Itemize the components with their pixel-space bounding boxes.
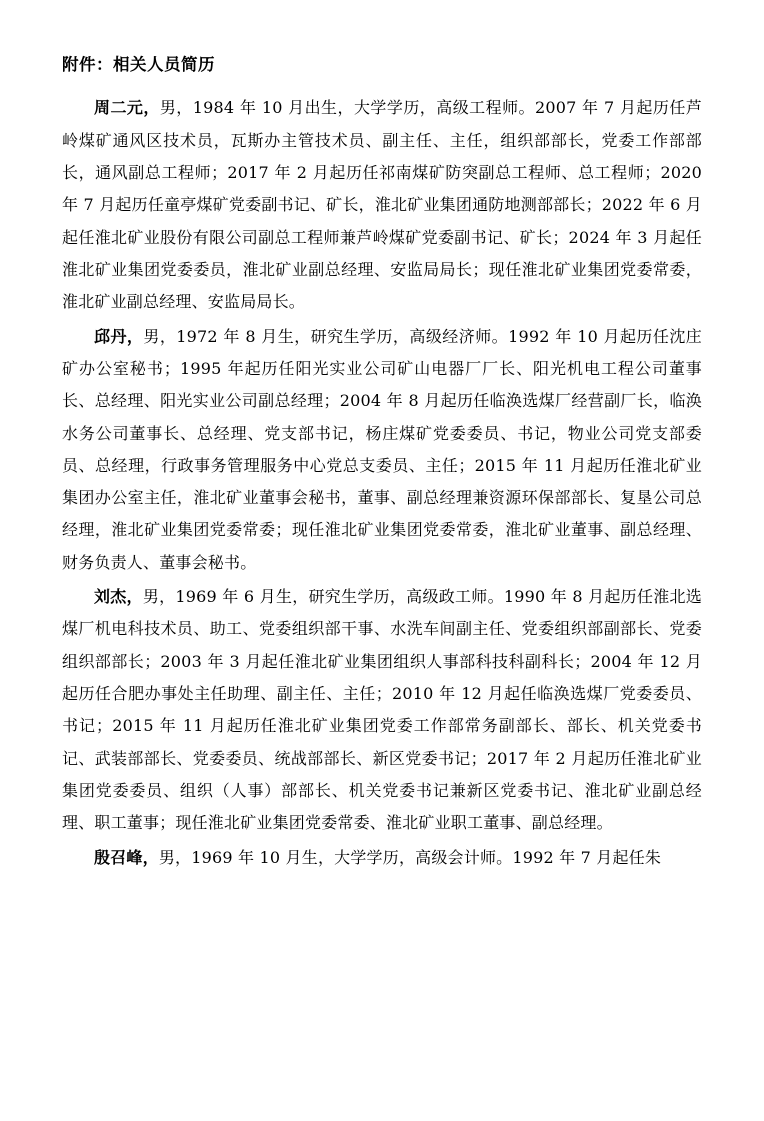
person-name-3: 刘杰， [94, 587, 143, 607]
person-bio-2: 男，1972 年 8 月生，研究生学历，高级经济师。1992 年 10 月起历任沈庄矿办公室秘书；1995 年起历任阳光实业公司矿山电器厂厂长、阳光机电工程公司董事长、总经理、阳光实业公司副总经理；2004 年 8 月起历任临涣选煤厂经营副厂长，临涣水务公司董事长、总经理、党支部书记，杨庄煤矿党委委员、书记，物业公司党支部委员、总经理，行政事务管理服务中心党总支委员、主任；2015 年 11 月起历任淮北矿业集团办公室主任，淮北矿业董事会秘书，董事、副总经理兼资源环保部部长、复垦公司总经理，淮北矿业集团党委常委；现任淮北矿业集团党委常委，淮北矿业董事、副总经理、财务负责人、董事会秘书。 [62, 326, 702, 572]
person-name-1: 周二元， [94, 98, 160, 118]
page-title: 附件：相关人员简历 [62, 55, 215, 74]
person-bio-3: 男，1969 年 6 月生，研究生学历，高级政工师。1990 年 8 月起历任淮北选煤厂机电科技术员、助工、党委组织部干事、水洗车间副主任、党委组织部副部长、党委组织部部长；2003 年 3 月起任淮北矿业集团组织人事部科技科副科长；2004 年 12 月起历任合肥办事处主任助理、副主任、主任；2010 年 12 月起任临涣选煤厂党委委员、书记；2015 年 11 月起历任淮北矿业集团党委工作部常务副部长、部长、机关党委书记、武装部部长、党委委员、统战部部长、新区党委书记；2017 年 2 月起历任淮北矿业集团党委委员、组织（人事）部部长、机关党委书记兼新区党委书记、淮北矿业副总经理、职工董事；现任淮北矿业集团党委常委、淮北矿业职工董事、副总经理。 [62, 587, 702, 833]
person-bio-1: 男，1984 年 10 月出生，大学学历，高级工程师。2007 年 7 月起历任芦岭煤矿通风区技术员，瓦斯办主管技术员、副主任、主任，组织部部长，党委工作部部长，通风副总工程师；2017 年 2 月起历任祁南煤矿防突副总工程师、总工程师；2020 年 7 月起历任童亭煤矿党委副书记、矿长，淮北矿业集团通防地测部部长；2022 年 6 月起任淮北矿业股份有限公司副总工程师兼芦岭煤矿党委副书记、矿长；2024 年 3 月起任淮北矿业集团党委委员，淮北矿业副总经理、安监局局长；现任淮北矿业集团党委常委，淮北矿业副总经理、安监局局长。 [62, 98, 702, 312]
person-name-2: 邱丹， [94, 326, 144, 346]
person-bio-4: 男，1969 年 10 月生，大学学历，高级会计师。1992 年 7 月起任朱 [158, 847, 662, 867]
biography-paragraph-1 [62, 92, 702, 318]
biography-paragraph-3 [62, 581, 702, 840]
biography-paragraph-4 [62, 842, 702, 874]
person-name-4: 殷召峰， [94, 847, 159, 867]
biography-paragraph-2 [62, 321, 702, 580]
